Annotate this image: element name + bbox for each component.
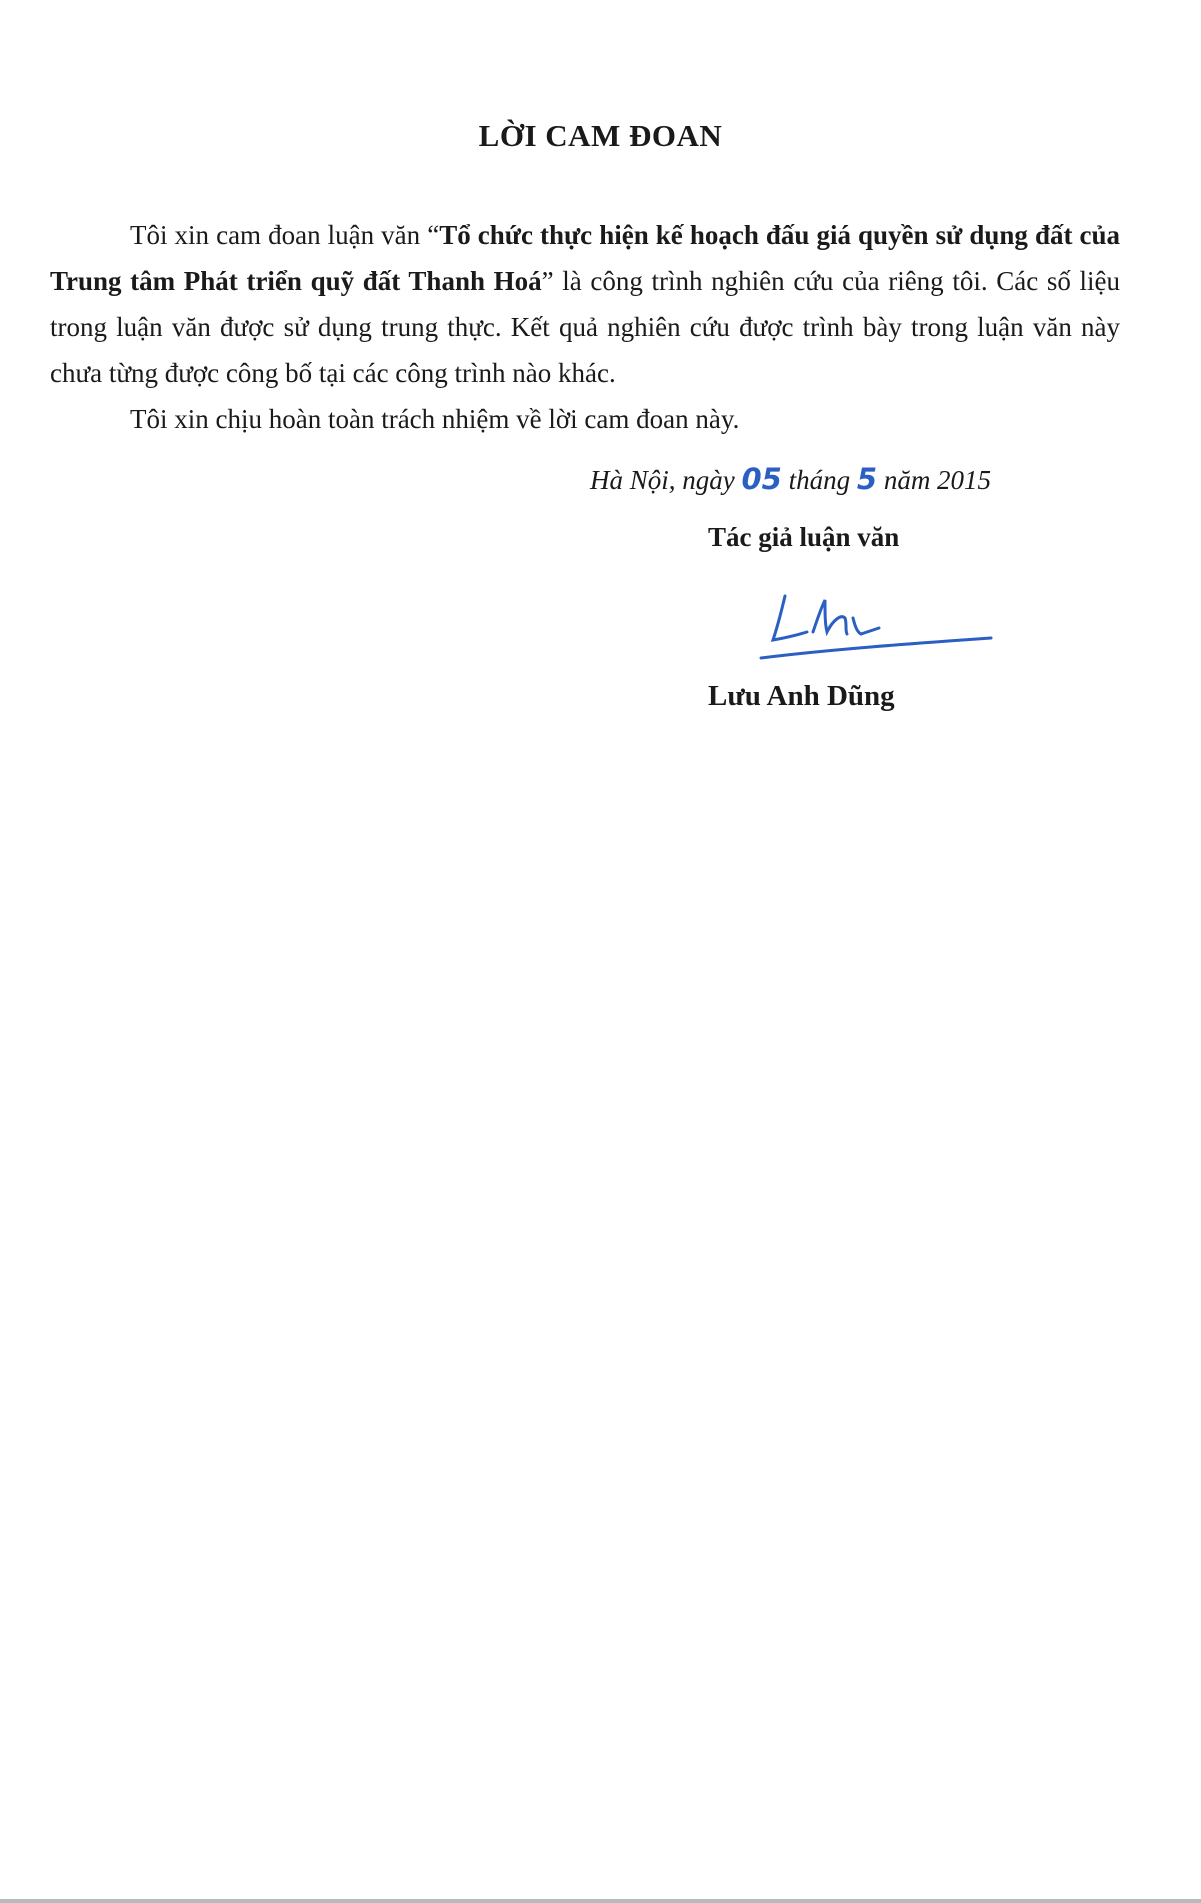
thesis-title: Tổ chức thực hiện kế hoạch đấu giá quyền sử dụng đất của Trung tâm Phát triển quỹ đất Thanh Hoá bbox=[50, 220, 1120, 296]
date-month-label: tháng bbox=[781, 465, 857, 495]
declaration-body bbox=[50, 212, 1120, 442]
declaration-paragraph bbox=[50, 212, 1120, 396]
document-title: LỜI CAM ĐOAN bbox=[478, 118, 723, 153]
responsibility-paragraph: Tôi xin chịu hoàn toàn trách nhiệm về lời cam đoan này. bbox=[130, 404, 740, 434]
author-name: Lưu Anh Dũng bbox=[708, 680, 895, 712]
handwritten-month: 5 bbox=[856, 462, 878, 496]
page-bottom-edge bbox=[0, 1899, 1201, 1903]
paragraph-intro: Tôi xin cam đoan luận văn “ bbox=[130, 220, 440, 250]
handwritten-day: 05 bbox=[741, 462, 782, 496]
date-place: Hà Nội, ngày bbox=[590, 465, 742, 495]
date-line bbox=[590, 462, 991, 496]
date-year: năm 2015 bbox=[877, 465, 992, 495]
signature-image bbox=[755, 588, 995, 668]
paragraph-rest: ” là công trình nghiên cứu của riêng tôi. Các số liệu trong luận văn được sử dụng trung thực. Kết quả nghiên cứu được trình bày trong luận văn này chưa từng được công bố tại các công trình nào khác. bbox=[50, 266, 1121, 388]
author-title: Tác giả luận văn bbox=[708, 522, 900, 552]
